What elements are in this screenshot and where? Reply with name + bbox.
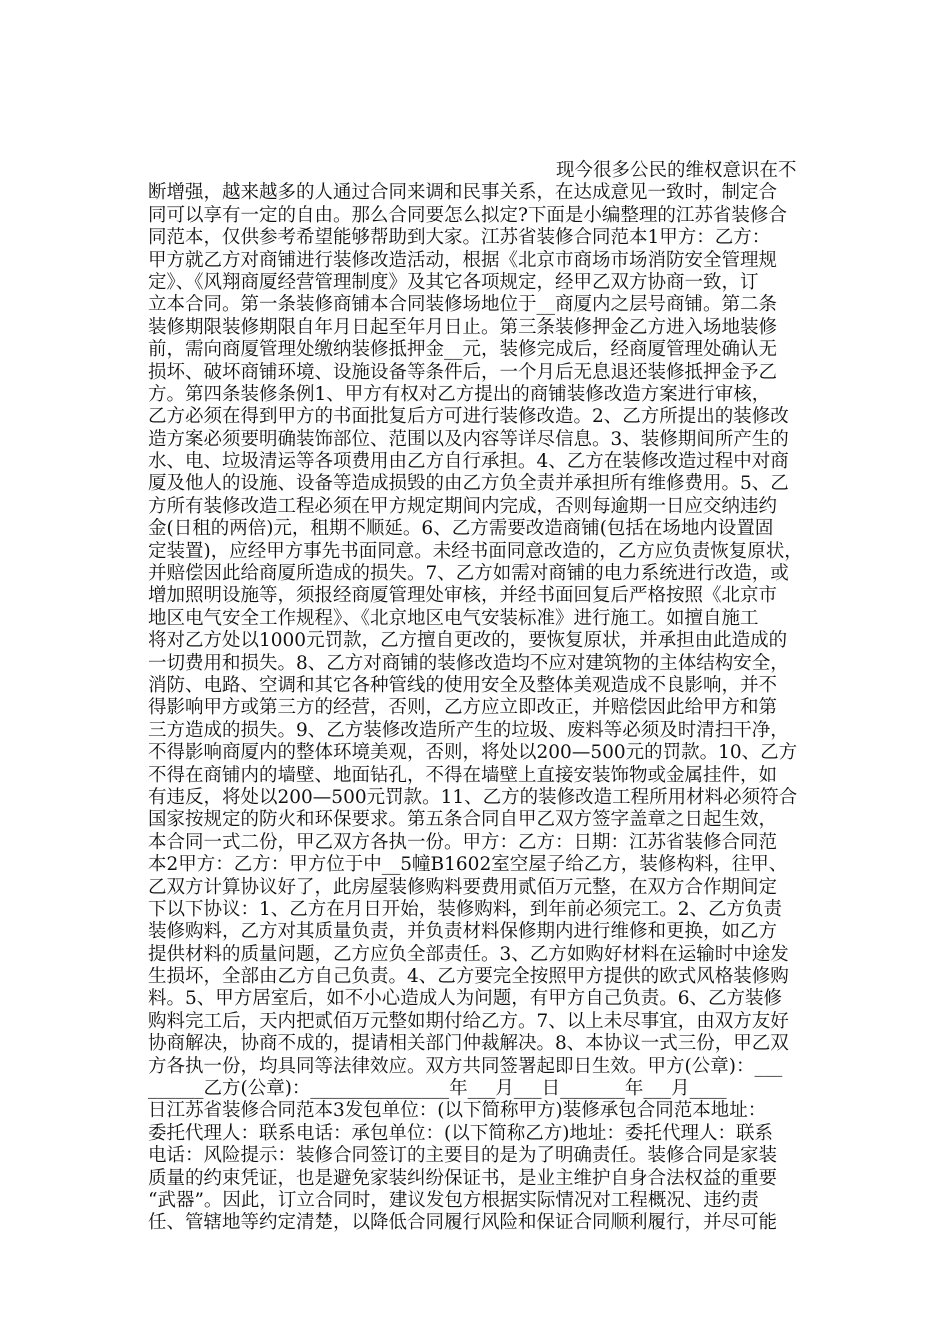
- document-text-line: 购料完工后，天内把贰佰万元整如期付给乙方。7、以上未尽事宜，由双方友好: [148, 1010, 789, 1032]
- document-text-line: 甲方就乙方对商铺进行装修改造活动，根据《北京市商场市场消防安全管理规: [148, 249, 778, 271]
- document-text-line: 任、管辖地等约定清楚，以降低合同履行风险和保证合同顺利履行，并尽可能: [148, 1212, 778, 1234]
- document-text-line: 厦及他人的设施、设备等造成损毁的由乙方负全责并承担所有维修费用。5、乙: [148, 473, 789, 495]
- document-text-line: 得影响甲方或第三方的经营，否则，乙方应立即改正，并赔偿因此给甲方和第: [148, 697, 778, 719]
- document-text-line: 下以下协议：1、乙方在月日开始，装修购料，到年前必须完工。2、乙方负责: [148, 898, 783, 920]
- document-text-line: 装修期限装修期限自年月日起至年月日止。第三条装修押金乙方进入场地装修: [148, 316, 778, 338]
- document-text-line: 方。第四条装修条例1、甲方有权对乙方提出的商铺装修改造方案进行审核，: [148, 383, 771, 405]
- document-text-line: 委托代理人：联系电话：承包单位：(以下简称乙方)地址：委托代理人：联系: [148, 1122, 773, 1144]
- document-text-line: 装修购料，乙方对其质量负责，并负责材料保修期内进行维修和更换，如乙方: [148, 921, 778, 943]
- document-text-line: 现今很多公民的维权意识在不: [556, 160, 797, 181]
- document-text-line: 生损坏，全部由乙方自己负责。4、乙方要完全按照甲方提供的欧式风格装修购: [148, 966, 789, 988]
- document-text-line: 乙方必须在得到甲方的书面批复后方可进行装修改造。2、乙方所提出的装修改: [148, 406, 789, 428]
- document-text-line: 料。5、甲方居室后，如不小心造成人为问题，有甲方自己负责。6、乙方装修: [148, 988, 783, 1010]
- document-text-line: 日江苏省装修合同范本3发包单位：(以下简称甲方)装修承包合同范本地址：: [148, 1100, 767, 1122]
- document-text-line: 质量的约束凭证，也是避免家装纠纷保证书，是业主维护自身合法权益的重要: [148, 1167, 778, 1189]
- document-text-line: 水、电、垃圾清运等各项费用由乙方自行承担。4、乙方在装修改造过程中对商: [148, 451, 789, 473]
- document-text-line: 本合同一式二份，甲乙双方各执一份。甲方：乙方：日期：江苏省装修合同范: [148, 831, 778, 853]
- document-text-line: 前，需向商厦管理处缴纳装修抵押金__元，装修完成后，经商厦管理处确认无: [148, 339, 778, 361]
- document-text-line: 本2甲方：乙方：甲方位于中__5幢B1602室空屋子给乙方，装修构料，往甲、: [148, 854, 788, 876]
- document-text-line: 立本合同。第一条装修商铺本合同装修场地位于__商厦内之层号商铺。第二条: [148, 294, 778, 316]
- document-text-line: 协商解决，协商不成的，提请相关部门仲裁解决。8、本协议一式三份，甲乙双: [148, 1033, 789, 1055]
- document-text-line: 方各执一份，均具同等法律效应。双方共同签署起即日生效。甲方(公章)：___: [148, 1055, 783, 1077]
- document-text-line: 同可以享有一定的自由。那么合同要怎么拟定?下面是小编整理的江苏省装修合: [148, 204, 787, 226]
- document-text-line: 断增强，越来越多的人通过合同来调和民事关系，在达成意见一致时，制定合: [148, 182, 778, 204]
- document-text-line: 同范本，仅供参考希望能够帮助到大家。江苏省装修合同范本1甲方：乙方：: [148, 227, 771, 249]
- document-text-line: “武器”。因此，订立合同时，建议发包方根据实际情况对工程概况、违约责: [148, 1189, 759, 1211]
- document-body: [148, 160, 808, 1235]
- document-text-line: 有违反，将处以200—500元罚款。11、乙方的装修改造工程所用材料必须符合: [148, 786, 798, 808]
- document-text-line: 金(日租的两倍)元，租期不顺延。6、乙方需要改造商铺(包括在场地内设置固: [148, 518, 774, 540]
- document-text-line: 不得影响商厦内的整体环境美观，否则，将处以200—500元的罚款。10、乙方: [148, 742, 798, 764]
- document-text-line: 国家按规定的防火和环保要求。第五条合同自甲乙双方签字盖章之日起生效，: [148, 809, 778, 831]
- document-text-line: 不得在商铺内的墙壁、地面钻孔，不得在墙壁上直接安装饰物或金属挂件，如: [148, 764, 778, 786]
- document-text-line: 定装置)，应经甲方事先书面同意。未经书面同意改造的，乙方应负责恢复原状，: [148, 540, 803, 562]
- document-text-line: 将对乙方处以1000元罚款，乙方擅自更改的，要恢复原状，并承担由此造成的: [148, 630, 788, 652]
- document-text-line: 提供材料的质量问题，乙方应负全部责任。3、乙方如购好材料在运输时中途发: [148, 943, 789, 965]
- document-text-line: ______乙方(公章)：_______________年___月___日_______年___月____: [148, 1078, 727, 1100]
- document-text-line: 一切费用和损失。8、乙方对商铺的装修改造均不应对建筑物的主体结构安全，: [148, 652, 789, 674]
- document-text-line: 增加照明设施等，须报经商厦管理处审核，并经书面回复后严格按照《北京市: [148, 585, 778, 607]
- document-text-line: 地区电气安全工作规程》、《北京地区电气安装标准》进行施工。如擅自施工: [148, 607, 759, 629]
- document-text-line: 造方案必须要明确装饰部位、范围以及内容等详尽信息。3、装修期间所产生的: [148, 428, 789, 450]
- document-text-line: 消防、电路、空调和其它各种管线的使用安全及整体美观造成不良影响，并不: [148, 674, 778, 696]
- document-text-line: 损坏、破坏商铺环境、设施设备等条件后，一个月后无息退还装修抵押金予乙: [148, 361, 778, 383]
- document-text-line: 方所有装修改造工程必须在甲方规定期间内完成，否则每逾期一日应交纳违约: [148, 495, 778, 517]
- document-text-line: 乙双方计算协议好了，此房屋装修购料要费用贰佰万元整，在双方合作期间定: [148, 876, 778, 898]
- document-text-line: 定》、《风翔商厦经营管理制度》及其它各项规定，经甲乙双方协商一致，订: [148, 271, 759, 293]
- document-text-line: 电话：风险提示：装修合同签订的主要目的是为了明确责任。装修合同是家装: [148, 1145, 778, 1167]
- document-text-line: 三方造成的损失。9、乙方装修改造所产生的垃圾、废料等必须及时清扫干净，: [148, 719, 789, 741]
- document-text-line: 并赔偿因此给商厦所造成的损失。7、乙方如需对商铺的电力系统进行改造，或: [148, 563, 789, 585]
